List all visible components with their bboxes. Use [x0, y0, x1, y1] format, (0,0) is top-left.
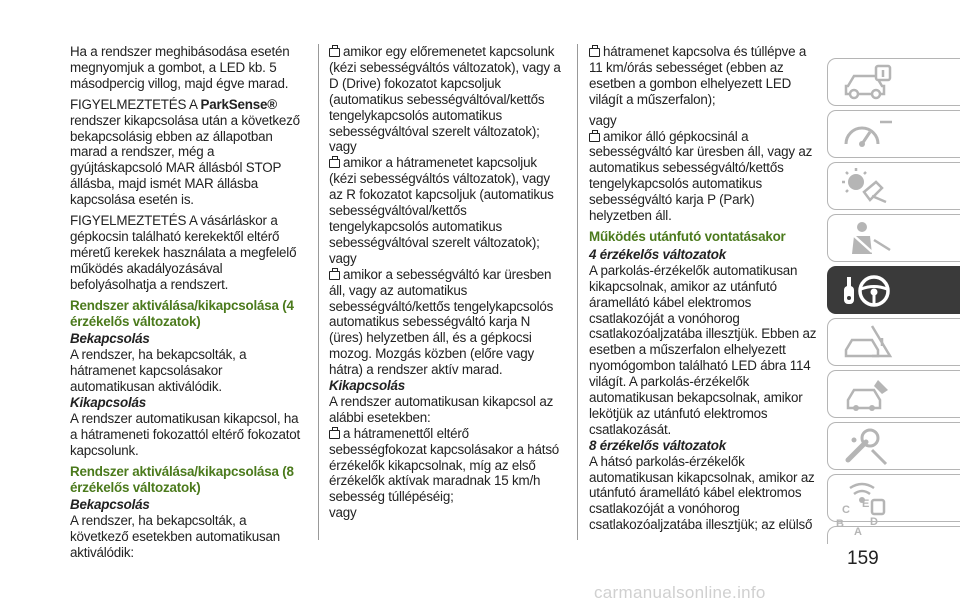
brand-parksense: ParkSense® — [200, 96, 277, 112]
subheading-deactivation: Kikapcsolás — [70, 395, 146, 411]
tab-starting-driving[interactable] — [827, 266, 960, 314]
text-column-1 — [70, 44, 306, 561]
tab-emergency[interactable] — [827, 318, 960, 366]
maintenance-car-icon — [842, 376, 894, 414]
or-text: vagy — [329, 250, 357, 266]
car-bullet-icon — [329, 159, 340, 168]
bullet-item — [329, 155, 565, 250]
or-text: vagy — [329, 139, 357, 155]
letter: C — [842, 504, 850, 516]
letter: B — [836, 518, 844, 530]
tab-technical[interactable] — [827, 422, 960, 470]
alphabet-letters — [836, 498, 896, 538]
car-bullet-icon — [329, 271, 340, 280]
bullet-item — [589, 44, 819, 108]
tab-lights[interactable] — [827, 162, 960, 210]
column-divider-2 — [577, 44, 578, 540]
car-bullet-icon — [329, 48, 340, 57]
tab-maintenance[interactable] — [827, 370, 960, 418]
dashboard-icon — [842, 116, 894, 154]
bullet-item — [589, 129, 819, 224]
paragraph-trailer-4: A parkolás-érzékelők automatikusan kikapcsolnak, amikor az utánfutó áramellátó kábel elektromos csatlakozóját a vonóhorog csatlakozóaljzatába illesztjük. Ebben az esetben a műszerfalon elhelyezett nyomógombon található LED ábra 114 világít. A parkolás-érzékelők automatikusan bekapcsolnak, amikor lekötjük az utánfutó elektromos csatlakozását. — [589, 262, 817, 437]
letter: E — [862, 498, 870, 510]
column-divider-1 — [318, 44, 319, 540]
bullet-item — [329, 426, 565, 506]
bullet-text: a hátramenettől eltérő sebességfokozat kapcsolásakor a hátsó érzékelők kikapcsolnak, míg az első érzékelők aktívak maradnak 15 km/h sebesség túllépéséig; — [329, 425, 560, 505]
text-column-3 — [589, 44, 819, 533]
paragraph-warning-1 — [70, 97, 306, 208]
paragraph-warning-2: FIGYELMEZTETÉS A vásárláskor a gépkocsin található kerekektől eltérő méretű kerekek használata a megfelelő működés akadályozásával befolyásolhatja a rendszert. — [70, 213, 297, 292]
subheading-4-sensors: 4 érzékelős változatok — [589, 246, 727, 262]
paragraph-activation-8: A rendszer, ha bekapcsolták, a következő esetekben automatikusan aktiválódik: — [70, 513, 281, 561]
letter: D — [870, 516, 878, 528]
paragraph-trailer-8: A hátsó parkolás-érzékelők automatikusan kikapcsolnak, amikor az utánfutó áramellátó kábel elektromos csatlakozóját a vonóhorog csatlakozóaljzatába illesztjük; az elülső — [589, 453, 815, 533]
text-column-2 — [329, 44, 565, 521]
subheading-deactivation-8: Kikapcsolás — [329, 378, 405, 394]
bullet-text: amikor a sebességváltó kar üresben áll, vagy az automatikus sebességváltó/kettős tengelykapcsolós automatikus sebességváltó karja N (üres) helyzetben áll, és a gépkocsi mozog. Mozgás közben (előre vagy hátra) a rendszer aktív marad. — [329, 266, 554, 378]
section-heading-4-sensors: Rendszer aktiválása/kikapcsolása (4 érzékelős változatok) — [70, 297, 294, 329]
or-text: vagy — [329, 505, 357, 521]
lights-icon — [842, 168, 894, 206]
warning-car-icon — [842, 324, 894, 362]
seat-belt-icon — [842, 220, 894, 258]
section-heading-trailer: Működés utánfutó vontatásakor — [589, 228, 786, 244]
bullet-text: amikor álló gépkocsinál a sebességváltó kar üresben áll, vagy az automatikus sebességváltó/kettős tengelykapcsolós automatikus sebességváltó karja P (Park) helyzetben áll. — [589, 128, 813, 224]
tab-dashboard[interactable] — [827, 110, 960, 158]
paragraph-deactivation: A rendszer automatikusan kikapcsol, ha a hátrameneti fokozattól eltérő fokozatot kapcsolunk. — [70, 410, 300, 458]
bullet-text: amikor egy előremenetet kapcsolunk (kézi sebességváltós változatok), vagy a D (Drive) fokozatot kapcsoljuk (automatikus sebességváltóval/kettős tengelykapcsolós automatikus sebességváltóval szerelt változatok); — [329, 44, 561, 139]
bullet-text: amikor a hátramenetet kapcsoljuk (kézi sebességváltós változatok), vagy az R fokozatot kapcsoljuk (automatikus sebességváltóval/kettős tengelykapcsolós automatikus sebességváltóval szerelt változatok); — [329, 155, 554, 250]
subheading-activation-8: Bekapcsolás — [70, 497, 150, 513]
subheading-8-sensors: 8 érzékelős változatok — [589, 437, 727, 453]
page-number: 159 — [847, 548, 879, 569]
bullet-item — [329, 267, 565, 378]
bullet-text: hátramenet kapcsolva és túllépve a 11 km/órás sebességet (ebben az esetben a gombon elhelyezett LED világít a műszerfalon); — [589, 44, 807, 107]
section-heading-8-sensors: Rendszer aktiválása/kikapcsolása (8 érzékelős változatok) — [70, 463, 294, 495]
watermark: carmanualsonline.info — [594, 583, 766, 602]
paragraph-activation: A rendszer, ha bekapcsolták, a hátramenet kapcsolásakor automatikusan aktiválódik. — [70, 347, 247, 395]
car-bullet-icon — [589, 48, 600, 57]
wrench-icon — [842, 428, 894, 466]
tab-safety[interactable] — [827, 214, 960, 262]
warning-label: FIGYELMEZTETÉS A — [70, 96, 201, 112]
warning-text: rendszer kikapcsolása után a következő bekapcsolásig ebben az állapotban marad a rendszer, még a gyújtáskapcsoló MAR állásból STOP állásba, majd ismét MAR állásba kapcsolása esetén is. — [70, 112, 300, 208]
key-steering-wheel-icon — [842, 272, 894, 310]
subheading-activation: Bekapcsolás — [70, 331, 150, 347]
car-bullet-icon — [589, 133, 600, 142]
car-bullet-icon — [329, 430, 340, 439]
car-info-icon — [842, 64, 894, 102]
tab-car-info[interactable] — [827, 58, 960, 106]
paragraph-led-fault: Ha a rendszer meghibásodása esetén megnyomjuk a gombot, a LED kb. 5 másodpercig villog, majd égve marad. — [70, 44, 290, 91]
letter: A — [854, 526, 862, 538]
or-text: vagy — [589, 112, 617, 128]
paragraph-deactivation-8: A rendszer automatikusan kikapcsol az alábbi esetekben: — [329, 393, 554, 425]
bullet-item — [329, 44, 565, 139]
